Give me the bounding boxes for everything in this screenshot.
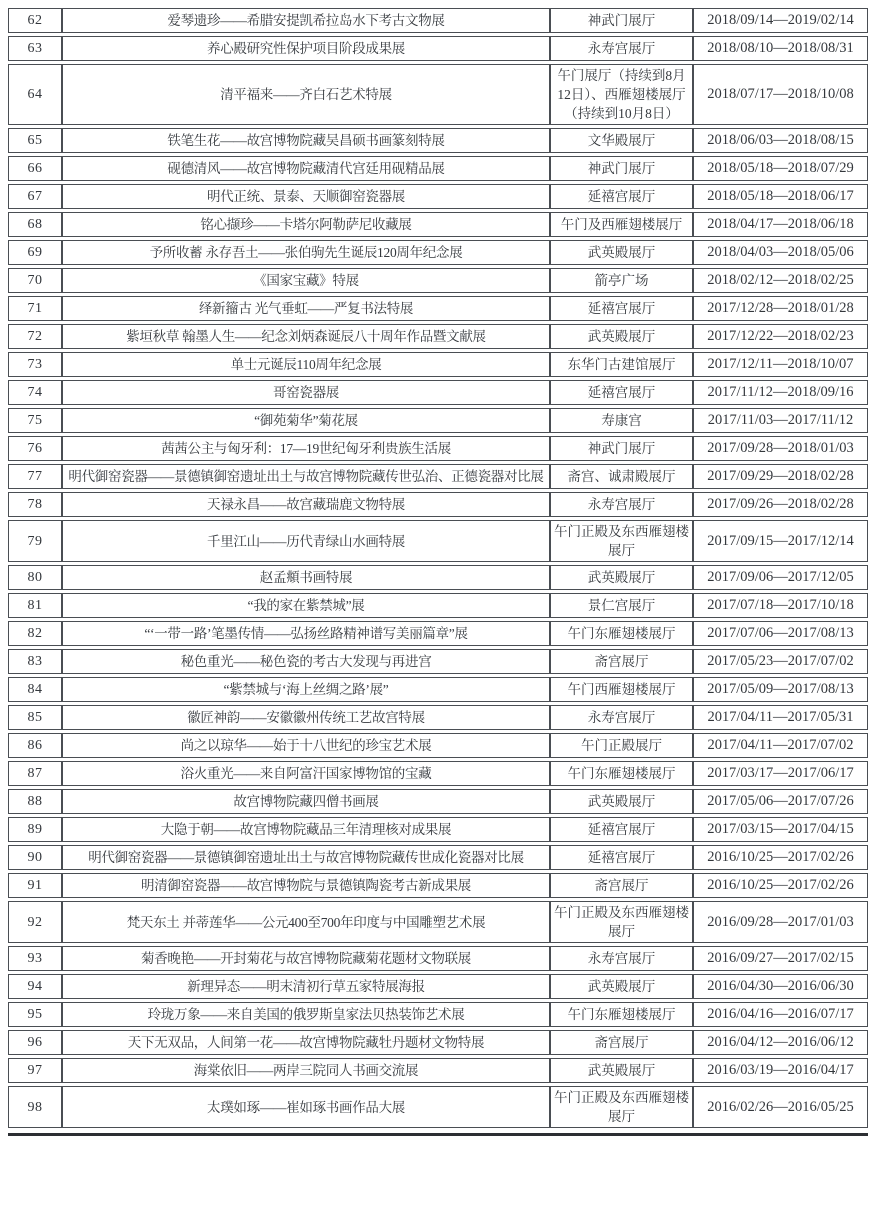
date-range-cell: 2017/05/06—2017/07/26	[693, 789, 868, 814]
table-row	[8, 565, 868, 590]
venue-cell: 文华殿展厅	[550, 128, 693, 153]
table-row	[8, 240, 868, 265]
row-number-cell: 94	[8, 974, 62, 999]
exhibition-title-cell: “紫禁城与‘海上丝绸之路’展”	[62, 677, 550, 702]
exhibitions-table	[8, 5, 868, 1131]
venue-cell: 斋宫、诚肃殿展厅	[550, 464, 693, 489]
venue-cell: 神武门展厅	[550, 8, 693, 33]
date-range-cell: 2017/12/22—2018/02/23	[693, 324, 868, 349]
date-range-cell: 2018/05/18—2018/07/29	[693, 156, 868, 181]
table-row	[8, 36, 868, 61]
row-number-cell: 73	[8, 352, 62, 377]
venue-cell: 景仁宫展厅	[550, 593, 693, 618]
table-row	[8, 705, 868, 730]
row-number-cell: 96	[8, 1030, 62, 1055]
table-row	[8, 296, 868, 321]
row-number-cell: 78	[8, 492, 62, 517]
table-row	[8, 352, 868, 377]
date-range-cell: 2016/09/28—2017/01/03	[693, 901, 868, 943]
date-range-cell: 2018/04/17—2018/06/18	[693, 212, 868, 237]
venue-cell: 武英殿展厅	[550, 565, 693, 590]
row-number-cell: 68	[8, 212, 62, 237]
venue-cell: 延禧宫展厅	[550, 380, 693, 405]
exhibition-title-cell: 秘色重光——秘色瓷的考古大发现与再进宫	[62, 649, 550, 674]
exhibition-title-cell: 玲珑万象——来自美国的俄罗斯皇家法贝热装饰艺术展	[62, 1002, 550, 1027]
venue-cell: 午门正殿展厅	[550, 733, 693, 758]
table-row	[8, 436, 868, 461]
venue-cell: 永寿宫展厅	[550, 492, 693, 517]
row-number-cell: 86	[8, 733, 62, 758]
venue-cell: 东华门古建馆展厅	[550, 352, 693, 377]
table-row	[8, 621, 868, 646]
row-number-cell: 65	[8, 128, 62, 153]
date-range-cell: 2017/11/12—2018/09/16	[693, 380, 868, 405]
venue-cell: 武英殿展厅	[550, 1058, 693, 1083]
date-range-cell: 2017/07/18—2017/10/18	[693, 593, 868, 618]
exhibition-title-cell: 明清御窑瓷器——故宫博物院与景德镇陶瓷考古新成果展	[62, 873, 550, 898]
venue-cell: 武英殿展厅	[550, 789, 693, 814]
date-range-cell: 2016/04/12—2016/06/12	[693, 1030, 868, 1055]
venue-cell: 神武门展厅	[550, 436, 693, 461]
table-row	[8, 520, 868, 562]
venue-cell: 武英殿展厅	[550, 324, 693, 349]
venue-cell: 午门东雁翅楼展厅	[550, 1002, 693, 1027]
venue-cell: 延禧宫展厅	[550, 184, 693, 209]
table-row	[8, 677, 868, 702]
row-number-cell: 98	[8, 1086, 62, 1128]
venue-cell: 午门正殿及东西雁翅楼展厅	[550, 1086, 693, 1128]
date-range-cell: 2017/11/03—2017/11/12	[693, 408, 868, 433]
row-number-cell: 93	[8, 946, 62, 971]
row-number-cell: 76	[8, 436, 62, 461]
date-range-cell: 2016/09/27—2017/02/15	[693, 946, 868, 971]
table-row	[8, 761, 868, 786]
exhibition-title-cell: 砚德清风——故宫博物院藏清代宫廷用砚精品展	[62, 156, 550, 181]
date-range-cell: 2017/09/26—2018/02/28	[693, 492, 868, 517]
venue-cell: 午门正殿及东西雁翅楼展厅	[550, 520, 693, 562]
venue-cell: 斋宫展厅	[550, 873, 693, 898]
table-row	[8, 64, 868, 125]
row-number-cell: 66	[8, 156, 62, 181]
row-number-cell: 77	[8, 464, 62, 489]
table-row	[8, 212, 868, 237]
date-range-cell: 2018/04/03—2018/05/06	[693, 240, 868, 265]
exhibition-title-cell: 清平福来——齐白石艺术特展	[62, 64, 550, 125]
venue-cell: 斋宫展厅	[550, 1030, 693, 1055]
exhibition-title-cell: 哥窑瓷器展	[62, 380, 550, 405]
table-row	[8, 128, 868, 153]
exhibition-title-cell: 明代御窑瓷器——景德镇御窑遗址出土与故宫博物院藏传世成化瓷器对比展	[62, 845, 550, 870]
date-range-cell: 2018/08/10—2018/08/31	[693, 36, 868, 61]
table-row	[8, 1086, 868, 1128]
exhibition-title-cell: 梵天东土 并蒂莲华——公元400至700年印度与中国雕塑艺术展	[62, 901, 550, 943]
exhibition-title-cell: 海棠依旧——两岸三院同人书画交流展	[62, 1058, 550, 1083]
exhibition-title-cell: 《国家宝藏》特展	[62, 268, 550, 293]
exhibition-title-cell: 新理异态——明末清初行草五家特展海报	[62, 974, 550, 999]
date-range-cell: 2016/04/16—2016/07/17	[693, 1002, 868, 1027]
venue-cell: 武英殿展厅	[550, 240, 693, 265]
row-number-cell: 88	[8, 789, 62, 814]
exhibition-title-cell: 予所收蓄 永存吾土——张伯驹先生诞辰120周年纪念展	[62, 240, 550, 265]
row-number-cell: 62	[8, 8, 62, 33]
row-number-cell: 84	[8, 677, 62, 702]
table-row	[8, 901, 868, 943]
date-range-cell: 2017/07/06—2017/08/13	[693, 621, 868, 646]
table-row	[8, 324, 868, 349]
venue-cell: 延禧宫展厅	[550, 845, 693, 870]
table-row	[8, 593, 868, 618]
table-bottom-rule	[8, 1133, 868, 1136]
date-range-cell: 2017/09/28—2018/01/03	[693, 436, 868, 461]
venue-cell: 永寿宫展厅	[550, 36, 693, 61]
row-number-cell: 97	[8, 1058, 62, 1083]
row-number-cell: 92	[8, 901, 62, 943]
exhibition-title-cell: 铭心撷珍——卡塔尔阿勒萨尼收藏展	[62, 212, 550, 237]
venue-cell: 箭亭广场	[550, 268, 693, 293]
venue-cell: 午门东雁翅楼展厅	[550, 621, 693, 646]
row-number-cell: 79	[8, 520, 62, 562]
table-row	[8, 8, 868, 33]
table-row	[8, 946, 868, 971]
date-range-cell: 2018/06/03—2018/08/15	[693, 128, 868, 153]
table-row	[8, 492, 868, 517]
date-range-cell: 2017/03/17—2017/06/17	[693, 761, 868, 786]
table-row	[8, 649, 868, 674]
exhibition-title-cell: “我的家在紫禁城”展	[62, 593, 550, 618]
table-row	[8, 873, 868, 898]
exhibition-title-cell: 茜茜公主与匈牙利：17—19世纪匈牙利贵族生活展	[62, 436, 550, 461]
exhibition-title-cell: 徽匠神韵——安徽徽州传统工艺故宫特展	[62, 705, 550, 730]
date-range-cell: 2017/04/11—2017/07/02	[693, 733, 868, 758]
venue-cell: 武英殿展厅	[550, 974, 693, 999]
row-number-cell: 85	[8, 705, 62, 730]
row-number-cell: 70	[8, 268, 62, 293]
date-range-cell: 2018/07/17—2018/10/08	[693, 64, 868, 125]
table-row	[8, 1058, 868, 1083]
exhibition-title-cell: 紫垣秋草 翰墨人生——纪念刘炳森诞辰八十周年作品暨文献展	[62, 324, 550, 349]
row-number-cell: 82	[8, 621, 62, 646]
exhibition-title-cell: 铁笔生花——故宫博物院藏吴昌硕书画篆刻特展	[62, 128, 550, 153]
exhibition-title-cell: 爱琴遗珍——希腊安提凯希拉岛水下考古文物展	[62, 8, 550, 33]
exhibition-title-cell: 单士元诞辰110周年纪念展	[62, 352, 550, 377]
table-row	[8, 408, 868, 433]
row-number-cell: 81	[8, 593, 62, 618]
table-row	[8, 1030, 868, 1055]
exhibition-title-cell: 绎新籀古 光气垂虹——严复书法特展	[62, 296, 550, 321]
date-range-cell: 2018/09/14—2019/02/14	[693, 8, 868, 33]
row-number-cell: 75	[8, 408, 62, 433]
row-number-cell: 69	[8, 240, 62, 265]
exhibition-title-cell: 天下无双品，人间第一花——故宫博物院藏牡丹题材文物特展	[62, 1030, 550, 1055]
exhibition-title-cell: 菊香晚艳——开封菊花与故宫博物院藏菊花题材文物联展	[62, 946, 550, 971]
venue-cell: 永寿宫展厅	[550, 705, 693, 730]
exhibition-title-cell: 千里江山——历代青绿山水画特展	[62, 520, 550, 562]
exhibition-title-cell: 养心殿研究性保护项目阶段成果展	[62, 36, 550, 61]
date-range-cell: 2016/02/26—2016/05/25	[693, 1086, 868, 1128]
exhibition-title-cell: “御苑菊华”菊花展	[62, 408, 550, 433]
row-number-cell: 71	[8, 296, 62, 321]
date-range-cell: 2017/09/29—2018/02/28	[693, 464, 868, 489]
table-row	[8, 380, 868, 405]
table-row	[8, 156, 868, 181]
venue-cell: 午门东雁翅楼展厅	[550, 761, 693, 786]
exhibition-title-cell: 故宫博物院藏四僧书画展	[62, 789, 550, 814]
date-range-cell: 2016/10/25—2017/02/26	[693, 845, 868, 870]
venue-cell: 延禧宫展厅	[550, 296, 693, 321]
date-range-cell: 2017/09/15—2017/12/14	[693, 520, 868, 562]
date-range-cell: 2016/03/19—2016/04/17	[693, 1058, 868, 1083]
row-number-cell: 63	[8, 36, 62, 61]
table-row	[8, 974, 868, 999]
row-number-cell: 74	[8, 380, 62, 405]
venue-cell: 永寿宫展厅	[550, 946, 693, 971]
date-range-cell: 2017/05/09—2017/08/13	[693, 677, 868, 702]
date-range-cell: 2018/02/12—2018/02/25	[693, 268, 868, 293]
row-number-cell: 91	[8, 873, 62, 898]
row-number-cell: 72	[8, 324, 62, 349]
date-range-cell: 2017/12/28—2018/01/28	[693, 296, 868, 321]
venue-cell: 午门展厅（持续到8月12日）、西雁翅楼展厅（持续到10月8日）	[550, 64, 693, 125]
exhibition-title-cell: 大隐于朝——故宫博物院藏品三年清理核对成果展	[62, 817, 550, 842]
row-number-cell: 95	[8, 1002, 62, 1027]
table-row	[8, 464, 868, 489]
exhibition-title-cell: “‘一带一路’笔墨传情——弘扬丝路精神谱写美丽篇章”展	[62, 621, 550, 646]
row-number-cell: 67	[8, 184, 62, 209]
date-range-cell: 2016/10/25—2017/02/26	[693, 873, 868, 898]
date-range-cell: 2017/12/11—2018/10/07	[693, 352, 868, 377]
venue-cell: 午门西雁翅楼展厅	[550, 677, 693, 702]
venue-cell: 寿康宫	[550, 408, 693, 433]
date-range-cell: 2017/04/11—2017/05/31	[693, 705, 868, 730]
date-range-cell: 2017/05/23—2017/07/02	[693, 649, 868, 674]
row-number-cell: 90	[8, 845, 62, 870]
date-range-cell: 2018/05/18—2018/06/17	[693, 184, 868, 209]
row-number-cell: 80	[8, 565, 62, 590]
row-number-cell: 64	[8, 64, 62, 125]
row-number-cell: 83	[8, 649, 62, 674]
table-row	[8, 845, 868, 870]
exhibition-title-cell: 尚之以琼华——始于十八世纪的珍宝艺术展	[62, 733, 550, 758]
venue-cell: 午门及西雁翅楼展厅	[550, 212, 693, 237]
date-range-cell: 2016/04/30—2016/06/30	[693, 974, 868, 999]
exhibition-title-cell: 明代正统、景泰、天顺御窑瓷器展	[62, 184, 550, 209]
exhibition-title-cell: 赵孟頫书画特展	[62, 565, 550, 590]
exhibitions-table-body	[8, 8, 868, 1128]
table-row	[8, 268, 868, 293]
exhibition-title-cell: 明代御窑瓷器——景德镇御窑遗址出土与故宫博物院藏传世弘治、正德瓷器对比展	[62, 464, 550, 489]
table-row	[8, 817, 868, 842]
exhibition-title-cell: 浴火重光——来自阿富汗国家博物馆的宝藏	[62, 761, 550, 786]
row-number-cell: 87	[8, 761, 62, 786]
exhibition-title-cell: 太璞如琢——崔如琢书画作品大展	[62, 1086, 550, 1128]
venue-cell: 午门正殿及东西雁翅楼展厅	[550, 901, 693, 943]
venue-cell: 斋宫展厅	[550, 649, 693, 674]
table-row	[8, 733, 868, 758]
exhibition-title-cell: 天禄永昌——故宫藏瑞鹿文物特展	[62, 492, 550, 517]
date-range-cell: 2017/03/15—2017/04/15	[693, 817, 868, 842]
row-number-cell: 89	[8, 817, 62, 842]
venue-cell: 神武门展厅	[550, 156, 693, 181]
table-row	[8, 789, 868, 814]
table-row	[8, 1002, 868, 1027]
venue-cell: 延禧宫展厅	[550, 817, 693, 842]
table-row	[8, 184, 868, 209]
date-range-cell: 2017/09/06—2017/12/05	[693, 565, 868, 590]
